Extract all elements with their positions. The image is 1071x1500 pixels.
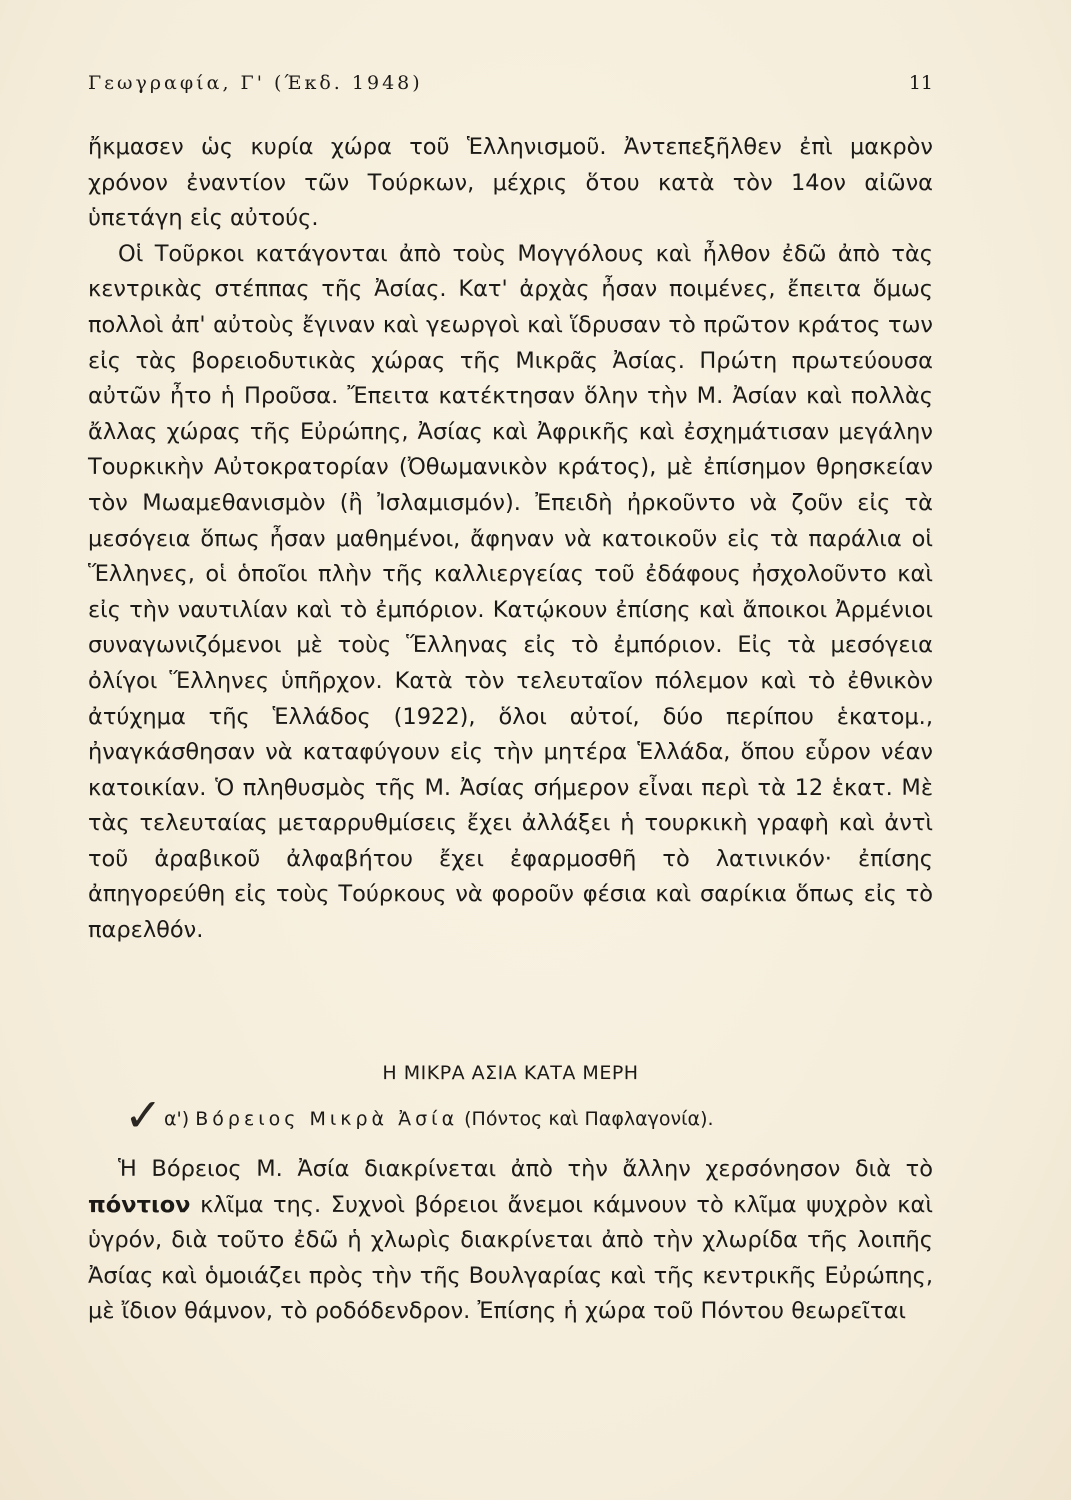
subsection-heading-text: [164, 1108, 714, 1130]
handwritten-check-mark: ✓: [124, 1088, 163, 1142]
section-text-block: [88, 1152, 933, 1330]
subsection-marker: α'): [164, 1108, 190, 1130]
page-number: 11: [908, 72, 933, 94]
subsection-parenthetical: (Πόντος καὶ Παφλαγονία).: [464, 1108, 714, 1130]
paragraph-northern-asia-minor: [88, 1152, 933, 1330]
bold-term: πόντιον: [88, 1191, 191, 1218]
section-heading: Η ΜΙΚΡΑ ΑΣΙΑ ΚΑΤΑ ΜΕΡΗ: [382, 1062, 639, 1084]
main-text-block: [88, 130, 933, 949]
text-before-bold: Ἡ Βόρειος Μ. Ἀσία διακρίνεται ἀπὸ τὴν ἄλλην χερσόνησον διὰ τὸ: [118, 1156, 933, 1182]
paragraph-continuation: ἤκμασεν ὡς κυρία χώρα τοῦ Ἑλληνισμοῦ. Ἀντεπεξῆλθεν ἐπὶ μακρὸν χρόνον ἐναντίον τῶν Τούρκων, μέχρις ὅτου κατὰ τὸν 14ον αἰῶνα ὑπετάγη εἰς αὐτούς.: [88, 134, 933, 232]
paragraph-turks: Οἱ Τοῦρκοι κατάγονται ἀπὸ τοὺς Μογγόλους καὶ ἦλθον ἐδῶ ἀπὸ τὰς κεντρικὰς στέππας τῆς Ἀσίας. Κατ' ἀρχὰς ἦσαν ποιμένες, ἔπειτα ὅμως πολλοὶ ἀπ' αὐτοὺς ἔγιναν καὶ γεωργοὶ καὶ ἵδρυσαν τὸ πρῶτον κράτος των εἰς τὰς βορειοδυτικὰς χώρας τῆς Μικρᾶς Ἀσίας. Πρώτη πρωτεύουσα αὐτῶν ἦτο ἡ Προῦσα. Ἔπειτα κατέκτησαν ὅλην τὴν Μ. Ἀσίαν καὶ πολλὰς ἄλλας χώρας τῆς Εὐρώπης, Ἀσίας καὶ Ἀφρικῆς καὶ ἐσχημάτισαν μεγάλην Τουρκικὴν Αὐτοκρατορίαν (Ὀθωμανικὸν κράτος), μὲ ἐπίσημον θρησκείαν τὸν Μωαμεθανισμὸν (ἢ Ἰσλαμισμόν). Ἐπειδὴ ἠρκοῦντο νὰ ζοῦν εἰς τὰ μεσόγεια ὅπως ἦσαν μαθημένοι, ἄφηναν νὰ κατοικοῦν εἰς τὰ παράλια οἱ Ἕλληνες, οἱ ὁποῖοι πλὴν τῆς καλλιεργείας τοῦ ἐδάφους ἠσχολοῦντο καὶ εἰς τὴν ναυτιλίαν καὶ τὸ ἐμπόριον. Κατῴκουν ἐπίσης καὶ ἄποικοι Ἀρμένιοι συναγωνιζόμενοι μὲ τοὺς Ἕλληνας εἰς τὸ ἐμπόριον. Εἰς τὰ μεσόγεια ὀλίγοι Ἕλληνες ὑπῆρχον. Κατὰ τὸν τελευταῖον πόλεμον καὶ τὸ ἐθνικὸν ἀτύχημα τῆς Ἑλλάδος (1922), ὅλοι αὐτοί, δύο περίπου ἑκατομ., ἠναγκάσθησαν νὰ καταφύγουν εἰς τὴν μητέρα Ἑλλάδα, ὅπου εὗρον νέαν κατοικίαν. Ὁ πληθυσμὸς τῆς Μ. Ἀσίας σήμερον εἶναι περὶ τὰ 12 ἑκατ. Μὲ τὰς τελευταίας μεταρρυθμίσεις ἔχει ἀλλάξει ἡ τουρκικὴ γραφὴ καὶ ἀντὶ τοῦ ἀραβικοῦ ἀλφαβήτου ἔχει ἐφαρμοσθῆ τὸ λατινικόν· ἐπίσης ἀπηγορεύθη εἰς τοὺς Τούρκους νὰ φοροῦν φέσια καὶ σαρίκια ὅπως εἰς τὸ παρελθόν.: [88, 240, 933, 944]
text-after-bold: κλῖμα της. Συχνοὶ βόρειοι ἄνεμοι κάμνουν τὸ κλῖμα ψυχρὸν καὶ ὑγρόν, διὰ τοῦτο ἐδῶ ἡ χλωρὶς διακρίνεται ἀπὸ τὴν χλωρίδα τῆς λοιπῆς Ἀσίας καὶ ὁμοιάζει πρὸς τὴν τῆς Βουλγαρίας καὶ τῆς κεντρικῆς Εὐρώπης, μὲ ἴδιον θάμνον, τὸ ροδόδενδρον. Ἐπίσης ἡ χώρα τοῦ Πόντου θεωρεῖται: [88, 1191, 933, 1325]
page-header: [88, 72, 933, 106]
subsection-title: Βόρειος Μικρὰ Ἀσία: [195, 1108, 459, 1130]
running-title: Γεωγραφία, Γ' (Έκδ. 1948): [88, 72, 423, 94]
